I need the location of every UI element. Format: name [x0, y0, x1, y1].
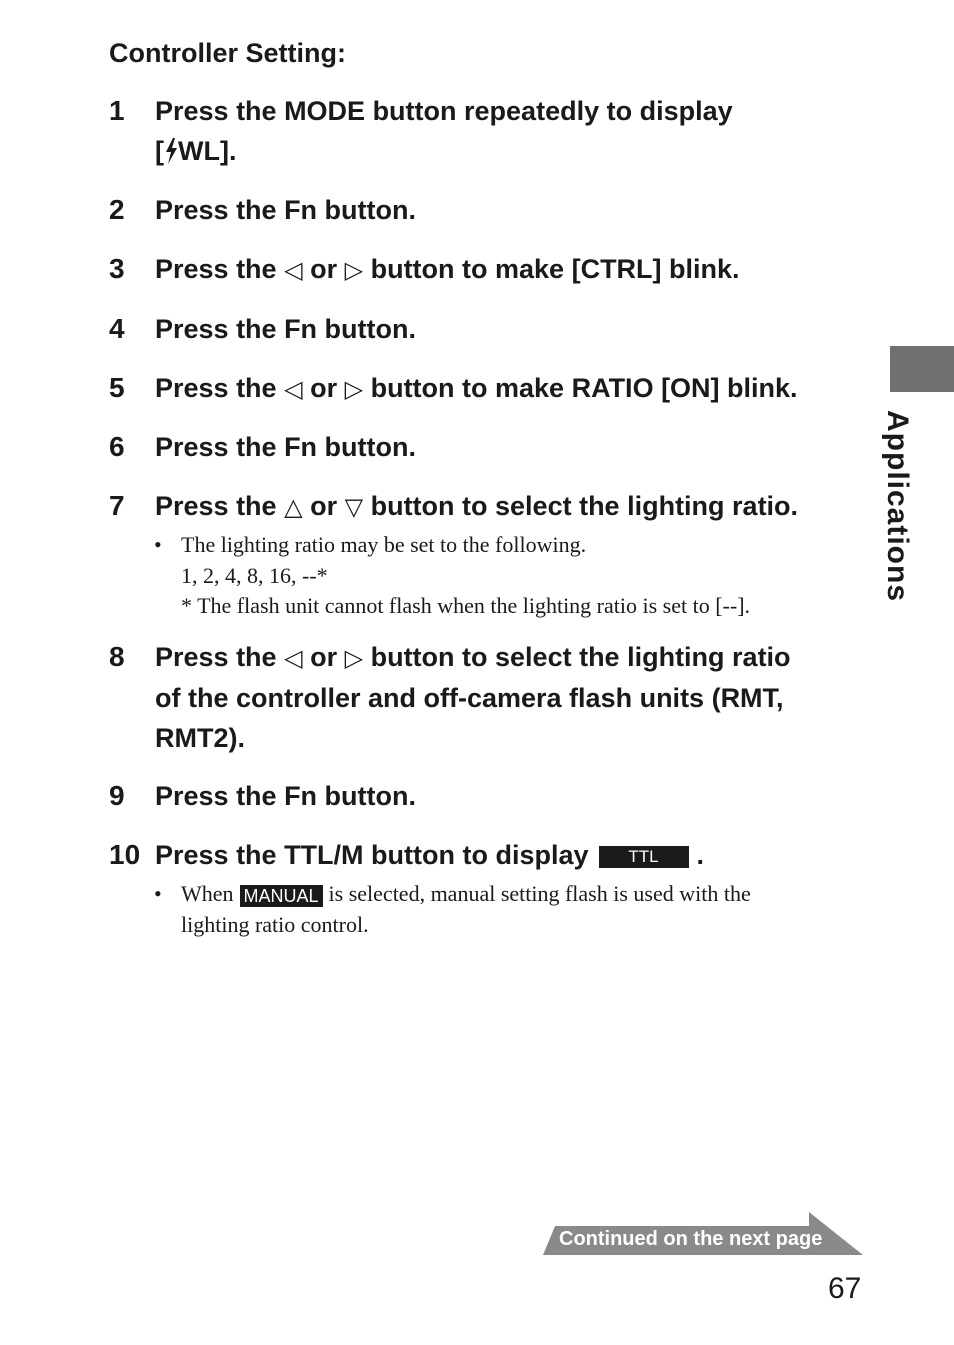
- right-arrow-icon: ▷: [344, 644, 364, 672]
- left-arrow-icon: ◁: [284, 644, 303, 672]
- down-arrow-icon: ▽: [344, 493, 364, 521]
- step-number: 10: [109, 839, 141, 870]
- step-number: 8: [109, 641, 125, 672]
- step-text: Press the Fn button.: [155, 432, 417, 462]
- text-pre: Press the: [155, 491, 277, 521]
- step-text-line-1: [155, 637, 875, 678]
- step-text-line-3: RMT2).: [155, 723, 245, 753]
- text-post: button to make RATIO [ON] blink.: [370, 373, 798, 403]
- step-number: 6: [109, 431, 125, 462]
- note-line-1: The lighting ratio may be set to the following.: [181, 532, 587, 557]
- text-post: .: [696, 840, 705, 870]
- left-arrow-icon: ◁: [284, 256, 303, 284]
- step-text-line-2: [155, 131, 855, 171]
- ttl-badge: TTL: [599, 846, 689, 868]
- text-or: or: [310, 642, 338, 672]
- text-pre: Press the: [155, 254, 277, 284]
- note-text: [181, 879, 831, 940]
- note-line-2: lighting ratio control.: [181, 911, 369, 937]
- step-text: [155, 249, 855, 290]
- step-text: Press the Fn button.: [155, 195, 417, 225]
- step-number: 3: [109, 253, 125, 284]
- text-pre: Press the: [155, 642, 277, 672]
- step-text: Press the Fn button.: [155, 314, 417, 344]
- step-text: [155, 637, 875, 758]
- left-arrow-icon: ◁: [284, 375, 303, 403]
- continued-label: Continued on the next page: [559, 1228, 823, 1250]
- bullet: •: [154, 532, 162, 557]
- text-pre: Press the: [155, 373, 277, 403]
- manual-badge: MANUAL: [240, 885, 323, 907]
- section-tab-label: Applications: [881, 410, 914, 603]
- step-number: 9: [109, 780, 125, 811]
- step-text-line-1: Press the MODE button repeatedly to display: [155, 96, 733, 126]
- step-number: 7: [109, 490, 125, 521]
- flash-icon: [164, 136, 178, 166]
- text-or: or: [310, 254, 338, 284]
- page-number: 67: [828, 1272, 862, 1305]
- step-text: Press the Fn button.: [155, 781, 417, 811]
- note-line-3: * The flash unit cannot flash when the lighting ratio is set to [--].: [181, 593, 751, 618]
- text-post: button to select the lighting ratio: [370, 642, 791, 672]
- text-post: is selected, manual setting flash is used with the: [328, 881, 751, 906]
- step-number: 4: [109, 313, 125, 344]
- text-or: or: [310, 373, 338, 403]
- up-arrow-icon: △: [284, 493, 303, 521]
- step-text: [155, 368, 875, 409]
- step-text: [155, 835, 855, 875]
- step-text: [155, 91, 855, 171]
- wl-label: WL].: [178, 136, 237, 166]
- bullet: •: [154, 881, 162, 906]
- right-arrow-icon: ▷: [344, 256, 364, 284]
- text-post: button to make [CTRL] blink.: [370, 254, 740, 284]
- step-number: 1: [109, 95, 125, 126]
- step-number: 2: [109, 194, 125, 225]
- step-number: 5: [109, 372, 125, 403]
- section-tab-marker: [890, 346, 954, 392]
- text-pre: Press the TTL/M button to display: [155, 840, 589, 870]
- step-text-line-2: of the controller and off-camera flash units (RMT,: [155, 683, 784, 713]
- text-post: button to select the lighting ratio.: [370, 491, 799, 521]
- right-arrow-icon: ▷: [344, 375, 364, 403]
- step-text: [155, 486, 875, 527]
- note-line-1: [181, 879, 831, 910]
- open-bracket: [: [155, 136, 164, 166]
- note-text: [181, 530, 831, 622]
- text-pre: When: [181, 881, 234, 906]
- note-line-2: 1, 2, 4, 8, 16, --*: [181, 562, 328, 588]
- text-or: or: [310, 491, 338, 521]
- continued-banner: [543, 1212, 863, 1255]
- section-heading: Controller Setting:: [109, 38, 346, 68]
